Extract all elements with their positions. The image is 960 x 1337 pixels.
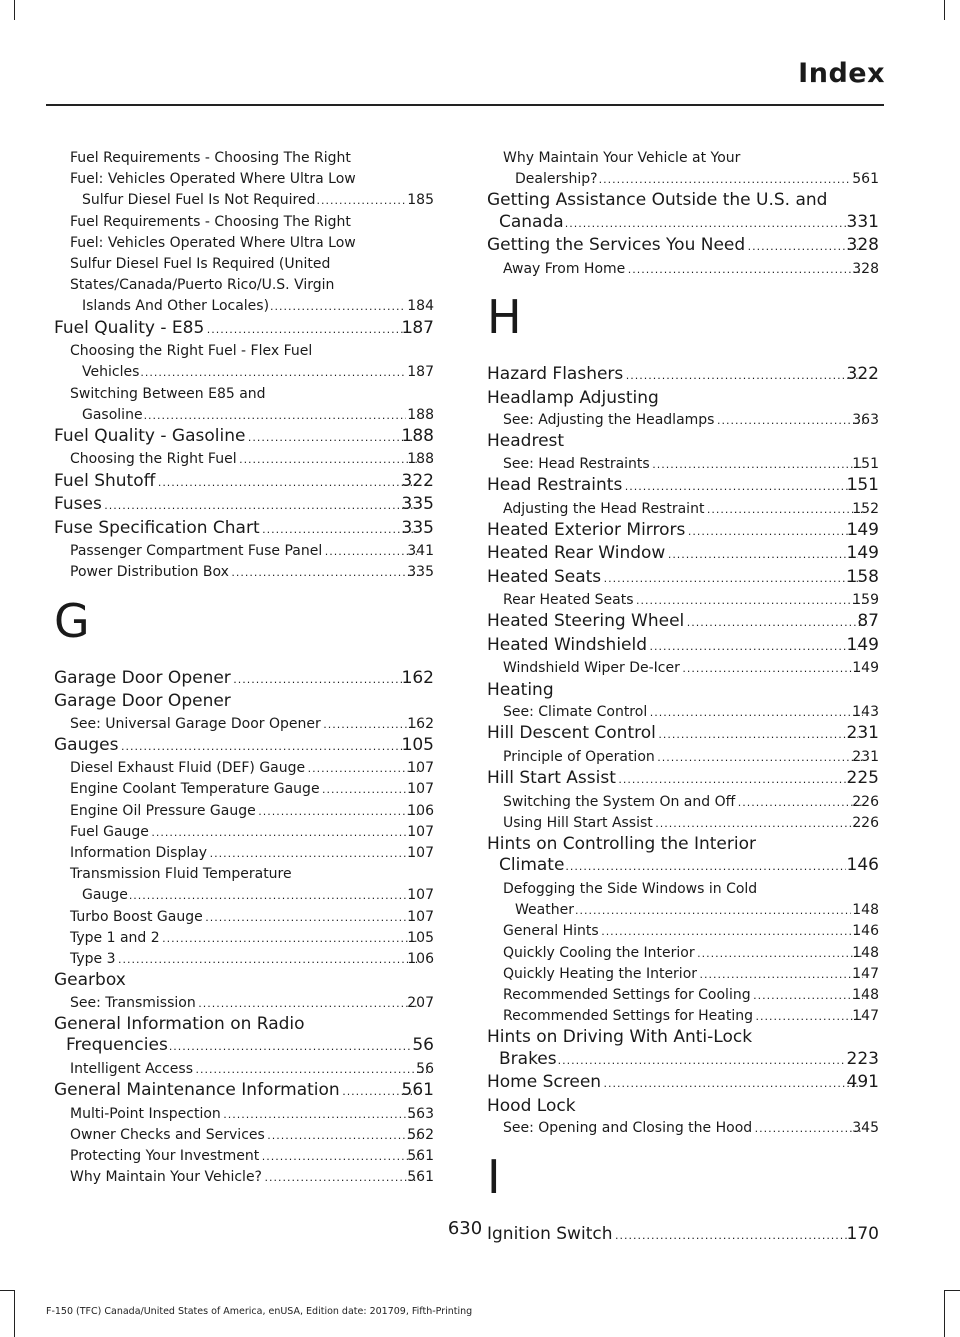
entry-text: Fuel Requirements - Choosing The Right	[70, 150, 351, 166]
page-reference: 149	[852, 660, 879, 677]
dot-leader	[558, 1049, 846, 1072]
section-letter: H	[487, 290, 522, 345]
page-reference: 188	[407, 451, 434, 468]
page-reference: 231	[846, 723, 879, 744]
dot-leader	[624, 364, 857, 387]
dot-leader	[103, 494, 413, 517]
index-entry	[487, 611, 879, 634]
entry-text: Gearbox	[54, 970, 126, 991]
dot-leader	[565, 212, 846, 235]
entry-text: Diesel Exhaust Fluid (DEF) Gauge	[70, 760, 306, 777]
dot-leader	[617, 768, 858, 791]
entry-text: Heating	[487, 679, 554, 700]
dot-leader	[263, 1167, 418, 1188]
index-subentry	[487, 454, 879, 475]
page-reference: 146	[852, 923, 879, 940]
entry-text: Adjusting the Head Restraint	[503, 500, 705, 517]
entry-text: Fuel: Vehicles Operated Where Ultra Low	[70, 171, 356, 188]
index-entry	[54, 471, 434, 494]
page-reference: 162	[401, 667, 434, 688]
entry-text: Fuel: Vehicles Operated Where Ultra Low	[70, 234, 356, 251]
page-reference: 328	[852, 260, 879, 277]
index-subentry	[487, 943, 879, 964]
page-reference: 106	[407, 951, 434, 968]
entry-text: Fuses	[54, 494, 102, 515]
entry-text: See: Universal Garage Door Opener	[70, 715, 321, 732]
entry-text: States/Canada/Puerto Rico/U.S. Virgin	[70, 277, 335, 294]
dot-leader	[161, 928, 419, 949]
dot-leader	[144, 405, 407, 426]
entry-text: Getting Assistance Outside the U.S. and	[487, 190, 828, 211]
index-subentry	[54, 1059, 434, 1080]
entry-text: General Information on Radio	[54, 1013, 305, 1034]
crop-mark-top-left	[14, 0, 15, 20]
page-reference: 107	[407, 845, 434, 862]
index-column-left	[54, 148, 434, 1189]
entry-text: Heated Rear Window	[487, 543, 666, 564]
page-reference: 188	[401, 425, 434, 446]
page-reference: 107	[407, 887, 434, 904]
entry-text: See: Adjusting the Headlamps	[503, 412, 715, 429]
entry-text: General Maintenance Information	[54, 1080, 340, 1101]
dot-leader	[156, 471, 412, 494]
entry-text: See: Transmission	[70, 994, 196, 1011]
page-reference: 148	[852, 944, 879, 961]
entry-text: Hazard Flashers	[487, 364, 624, 385]
dot-leader	[746, 235, 857, 258]
dot-leader	[316, 190, 406, 211]
entry-text: Protecting Your Investment	[70, 1148, 260, 1165]
dot-leader	[322, 714, 419, 735]
entry-text: Weather	[515, 902, 574, 919]
index-column-right	[487, 148, 879, 1247]
dot-leader	[685, 611, 868, 634]
page-reference: 335	[401, 494, 434, 515]
index-subentry	[54, 341, 434, 383]
dot-leader	[626, 259, 863, 280]
entry-text: Intelligent Access	[70, 1060, 194, 1077]
entry-text: Quickly Heating the Interior	[503, 965, 698, 982]
page-reference: 158	[846, 566, 879, 587]
index-subentry	[54, 758, 434, 779]
entry-text: Windshield Wiper De-Icer	[503, 660, 680, 677]
page-reference: 87	[857, 611, 879, 632]
entry-text: Fuel Requirements - Choosing The Right	[70, 213, 351, 230]
page-reference: 149	[846, 634, 879, 655]
index-subentry	[487, 813, 879, 834]
dot-leader	[232, 668, 413, 691]
dot-leader	[238, 449, 419, 470]
page-reference: 151	[846, 475, 879, 496]
index-subentry	[487, 590, 879, 611]
page-reference: 106	[407, 802, 434, 819]
page-reference: 226	[852, 814, 879, 831]
dot-leader	[205, 318, 412, 341]
dot-leader	[129, 885, 406, 906]
index-subentry	[487, 792, 879, 813]
page-reference: 148	[852, 986, 879, 1003]
entry-text: Rear Heated Seats	[503, 592, 634, 609]
dot-leader	[208, 843, 418, 864]
index-subentry	[54, 1146, 434, 1167]
entry-text: Owner Checks and Services	[70, 1126, 265, 1143]
dot-leader	[736, 792, 863, 813]
dot-leader	[323, 541, 418, 562]
dot-leader	[600, 921, 864, 942]
index-subentry	[54, 449, 434, 470]
index-subentry	[54, 384, 434, 426]
page-reference: 185	[407, 192, 434, 209]
index-entry	[487, 543, 879, 566]
entry-text: Dealership?	[515, 171, 598, 188]
dot-leader	[654, 813, 863, 834]
page-reference: 562	[407, 1126, 434, 1143]
page-reference: 331	[846, 211, 879, 232]
page-number: 630	[447, 1218, 483, 1239]
entry-text: Heated Steering Wheel	[487, 611, 685, 632]
page-reference: 563	[407, 1105, 434, 1122]
dot-leader	[119, 735, 412, 758]
page-reference: 56	[412, 1035, 434, 1056]
dot-leader	[648, 702, 863, 723]
dot-leader	[715, 410, 863, 431]
page-reference: 345	[852, 1120, 879, 1137]
entry-text: Gauge	[82, 887, 128, 904]
dot-leader	[623, 475, 857, 498]
page-reference: 146	[846, 855, 879, 876]
index-entry	[487, 431, 879, 453]
entry-text: Passenger Compartment Fuse Panel	[70, 543, 323, 560]
entry-text: Heated Seats	[487, 566, 602, 587]
index-subentry	[487, 259, 879, 280]
page-reference: 363	[852, 412, 879, 429]
dot-leader	[565, 855, 845, 878]
index-subentry	[54, 714, 434, 735]
entry-text: Garage Door Opener	[54, 691, 231, 712]
page-reference: 187	[401, 317, 434, 338]
section-letter: G	[54, 593, 90, 648]
entry-text: Frequencies	[66, 1035, 168, 1056]
index-entry	[54, 426, 434, 449]
index-subentry	[54, 779, 434, 800]
page-reference: 188	[407, 406, 434, 423]
index-entry	[487, 567, 879, 590]
entry-text: Power Distribution Box	[70, 564, 229, 581]
entry-text: Head Restraints	[487, 475, 623, 496]
dot-leader	[752, 985, 864, 1006]
index-subentry	[54, 907, 434, 928]
entry-text: Type 3	[70, 951, 116, 968]
entry-text: See: Head Restraints	[503, 455, 650, 472]
index-entry	[54, 318, 434, 341]
index-entry	[487, 680, 879, 702]
entry-text: Information Display	[70, 845, 208, 862]
index-entry	[54, 668, 434, 691]
entry-text: Hints on Controlling the Interior	[487, 833, 756, 854]
index-entry	[487, 364, 879, 387]
entry-text: Engine Oil Pressure Gauge	[70, 802, 256, 819]
index-entry	[54, 518, 434, 541]
entry-text: Fuse Specification Chart	[54, 517, 260, 538]
page-reference: 341	[407, 543, 434, 560]
dot-leader	[602, 567, 857, 590]
index-entry	[487, 635, 879, 658]
index-subentry	[54, 1167, 434, 1188]
dot-leader	[260, 1146, 418, 1167]
entry-text: Getting the Services You Need	[487, 235, 746, 256]
entry-text: Vehicles	[82, 364, 140, 381]
entry-text: Sulfur Diesel Fuel Is Required (United	[70, 256, 331, 273]
index-entry	[487, 834, 879, 878]
page-reference: 335	[407, 564, 434, 581]
page-reference: 231	[852, 748, 879, 765]
index-entry	[54, 691, 434, 713]
dot-leader	[754, 1006, 863, 1027]
entry-text: Switching the System On and Off	[503, 793, 736, 810]
entry-text: Garage Door Opener	[54, 667, 231, 688]
crop-mark-bottom-right-h	[944, 1290, 960, 1291]
entry-text: Hood Lock	[487, 1095, 576, 1116]
page-reference: 149	[846, 519, 879, 540]
page-reference: 184	[407, 298, 434, 315]
dot-leader	[306, 758, 418, 779]
entry-text: Choosing the Right Fuel - Flex Fuel	[70, 343, 313, 360]
entry-text: Hints on Driving With Anti-Lock	[487, 1027, 753, 1048]
index-subentry	[54, 822, 434, 843]
dot-leader	[651, 454, 864, 475]
dot-leader	[266, 1125, 418, 1146]
page-reference: 328	[846, 235, 879, 256]
dot-leader	[698, 964, 863, 985]
index-subentry	[54, 949, 434, 970]
index-subentry	[54, 212, 434, 318]
entry-text: Recommended Settings for Cooling	[503, 986, 751, 1003]
page-reference: 151	[852, 455, 879, 472]
index-subentry	[54, 864, 434, 906]
entry-text: Fuel Quality - E85	[54, 317, 205, 338]
entry-text: Islands And Other Locales)	[82, 298, 270, 315]
index-subentry	[487, 921, 879, 942]
index-subentry	[54, 993, 434, 1014]
page-reference: 149	[846, 543, 879, 564]
dot-leader	[270, 296, 406, 317]
entry-text: Hill Descent Control	[487, 723, 656, 744]
section-letter: I	[487, 1149, 501, 1204]
index-entry	[487, 768, 879, 791]
index-entry	[487, 388, 879, 410]
dot-leader	[261, 518, 413, 541]
page-reference: 107	[407, 781, 434, 798]
dot-leader	[117, 949, 419, 970]
entry-text: Headlamp Adjusting	[487, 387, 659, 408]
index-entry	[54, 735, 434, 758]
dot-leader	[602, 1072, 857, 1095]
page-reference: 105	[407, 929, 434, 946]
entry-text: Multi-Point Inspection	[70, 1105, 221, 1122]
dot-leader	[321, 779, 419, 800]
entry-text: Brakes	[499, 1048, 557, 1069]
page-reference: 187	[407, 364, 434, 381]
dot-leader	[575, 900, 851, 921]
dot-leader	[204, 907, 419, 928]
entry-text: Quickly Cooling the Interior	[503, 944, 695, 961]
crop-mark-bottom-left-h	[0, 1290, 15, 1291]
entry-text: Using Hill Start Assist	[503, 814, 653, 831]
dot-leader	[246, 426, 412, 449]
dot-leader	[696, 943, 864, 964]
page-reference: 335	[401, 517, 434, 538]
dot-leader	[222, 1104, 418, 1125]
entry-text: Canada	[499, 211, 564, 232]
index-subentry	[487, 964, 879, 985]
dot-leader	[657, 723, 858, 746]
page-reference: 207	[407, 994, 434, 1011]
dot-leader	[194, 1059, 427, 1080]
index-subentry	[487, 658, 879, 679]
index-entry	[54, 970, 434, 992]
dot-leader	[666, 543, 857, 566]
dot-leader	[686, 520, 857, 543]
index-entry	[54, 1080, 434, 1103]
index-subentry	[54, 1125, 434, 1146]
dot-leader	[599, 169, 852, 190]
dot-leader	[140, 362, 406, 383]
entry-text: Why Maintain Your Vehicle?	[70, 1169, 262, 1186]
entry-text: Home Screen	[487, 1072, 602, 1093]
entry-text: Why Maintain Your Vehicle at Your	[503, 150, 741, 166]
page-reference: 226	[852, 793, 879, 810]
page-reference: 147	[852, 965, 879, 982]
header-rule	[46, 104, 884, 106]
index-subentry	[54, 148, 434, 212]
entry-text: Headrest	[487, 431, 565, 452]
index-entry	[487, 1072, 879, 1095]
entry-text: Hill Start Assist	[487, 768, 616, 789]
entry-text: Turbo Boost Gauge	[70, 908, 203, 925]
page-reference: 152	[852, 500, 879, 517]
entry-text: Away From Home	[503, 260, 626, 277]
footer-edition: F-150 (TFC) Canada/United States of America, enUSA, Edition date: 201709, Fifth-Printing	[46, 1306, 473, 1317]
page-reference: 159	[852, 592, 879, 609]
index-subentry	[487, 410, 879, 431]
entry-text: Transmission Fluid Temperature	[70, 866, 292, 883]
page-title: Index	[798, 58, 885, 89]
dot-leader	[635, 590, 864, 611]
entry-text: See: Climate Control	[503, 704, 648, 721]
index-entry	[487, 190, 879, 234]
page-reference: 162	[407, 715, 434, 732]
entry-text: Principle of Operation	[503, 748, 655, 765]
entry-text: Gasoline	[82, 406, 143, 423]
entry-text: Switching Between E85 and	[70, 385, 266, 402]
index-subentry	[54, 541, 434, 562]
page-reference: 225	[846, 768, 879, 789]
dot-leader	[257, 801, 419, 822]
entry-text: Defogging the Side Windows in Cold	[503, 880, 758, 897]
entry-text: Choosing the Right Fuel	[70, 451, 237, 468]
page-reference: 147	[852, 1008, 879, 1025]
crop-mark-bottom-left	[14, 1290, 15, 1337]
dot-leader	[150, 822, 418, 843]
page-reference: 561	[407, 1148, 434, 1165]
page-reference: 561	[852, 171, 879, 188]
index-subentry	[487, 1118, 879, 1139]
entry-text: Fuel Shutoff	[54, 470, 156, 491]
index-subentry	[487, 985, 879, 1006]
index-entry	[487, 475, 879, 498]
index-subentry	[487, 1006, 879, 1027]
entry-text: Engine Coolant Temperature Gauge	[70, 781, 320, 798]
index-entry	[487, 235, 879, 258]
dot-leader	[197, 993, 419, 1014]
page-reference: 322	[401, 470, 434, 491]
index-subentry	[487, 879, 879, 921]
entry-text: Ignition Switch	[487, 1223, 613, 1244]
entry-text: General Hints	[503, 923, 599, 940]
page-reference: 143	[852, 704, 879, 721]
page-reference: 322	[846, 364, 879, 385]
page-reference: 223	[846, 1048, 879, 1069]
dot-leader	[230, 562, 418, 583]
entry-text: Sulfur Diesel Fuel Is Not Required	[82, 192, 316, 209]
index-subentry	[54, 1104, 434, 1125]
dot-leader	[705, 499, 863, 520]
entry-text: Type 1 and 2	[70, 929, 160, 946]
index-subentry	[54, 801, 434, 822]
entry-text: Climate	[499, 855, 565, 876]
index-entry	[487, 520, 879, 543]
index-subentry	[487, 148, 879, 190]
index-entry	[487, 723, 879, 746]
dot-leader	[681, 658, 863, 679]
entry-text: Heated Exterior Mirrors	[487, 519, 686, 540]
entry-text: Heated Windshield	[487, 634, 648, 655]
page-reference: 107	[407, 823, 434, 840]
page-reference: 107	[407, 760, 434, 777]
entry-text: Recommended Settings for Heating	[503, 1008, 754, 1025]
entry-text: Gauges	[54, 734, 119, 755]
page-reference: 105	[401, 734, 434, 755]
index-subentry	[487, 499, 879, 520]
crop-mark-bottom-right	[944, 1290, 945, 1337]
page-reference: 170	[846, 1223, 879, 1244]
index-subentry	[54, 843, 434, 864]
dot-leader	[648, 635, 858, 658]
index-entry	[487, 1096, 879, 1118]
entry-text: See: Opening and Closing the Hood	[503, 1120, 753, 1137]
page-reference: 561	[401, 1080, 434, 1101]
crop-mark-top-right	[944, 0, 945, 20]
page-reference: 148	[852, 902, 879, 919]
page-reference: 107	[407, 908, 434, 925]
index-subentry	[54, 928, 434, 949]
page-reference: 56	[416, 1060, 434, 1077]
index-subentry	[487, 702, 879, 723]
entry-text: Fuel Gauge	[70, 823, 149, 840]
index-entry	[54, 1014, 434, 1058]
dot-leader	[753, 1118, 863, 1139]
entry-text: Fuel Quality - Gasoline	[54, 425, 246, 446]
page-reference: 491	[846, 1072, 879, 1093]
dot-leader	[169, 1035, 412, 1058]
index-entry	[54, 494, 434, 517]
page-reference: 561	[407, 1169, 434, 1186]
index-subentry	[487, 747, 879, 768]
index-subentry	[54, 562, 434, 583]
dot-leader	[656, 747, 864, 768]
index-entry	[487, 1027, 879, 1071]
